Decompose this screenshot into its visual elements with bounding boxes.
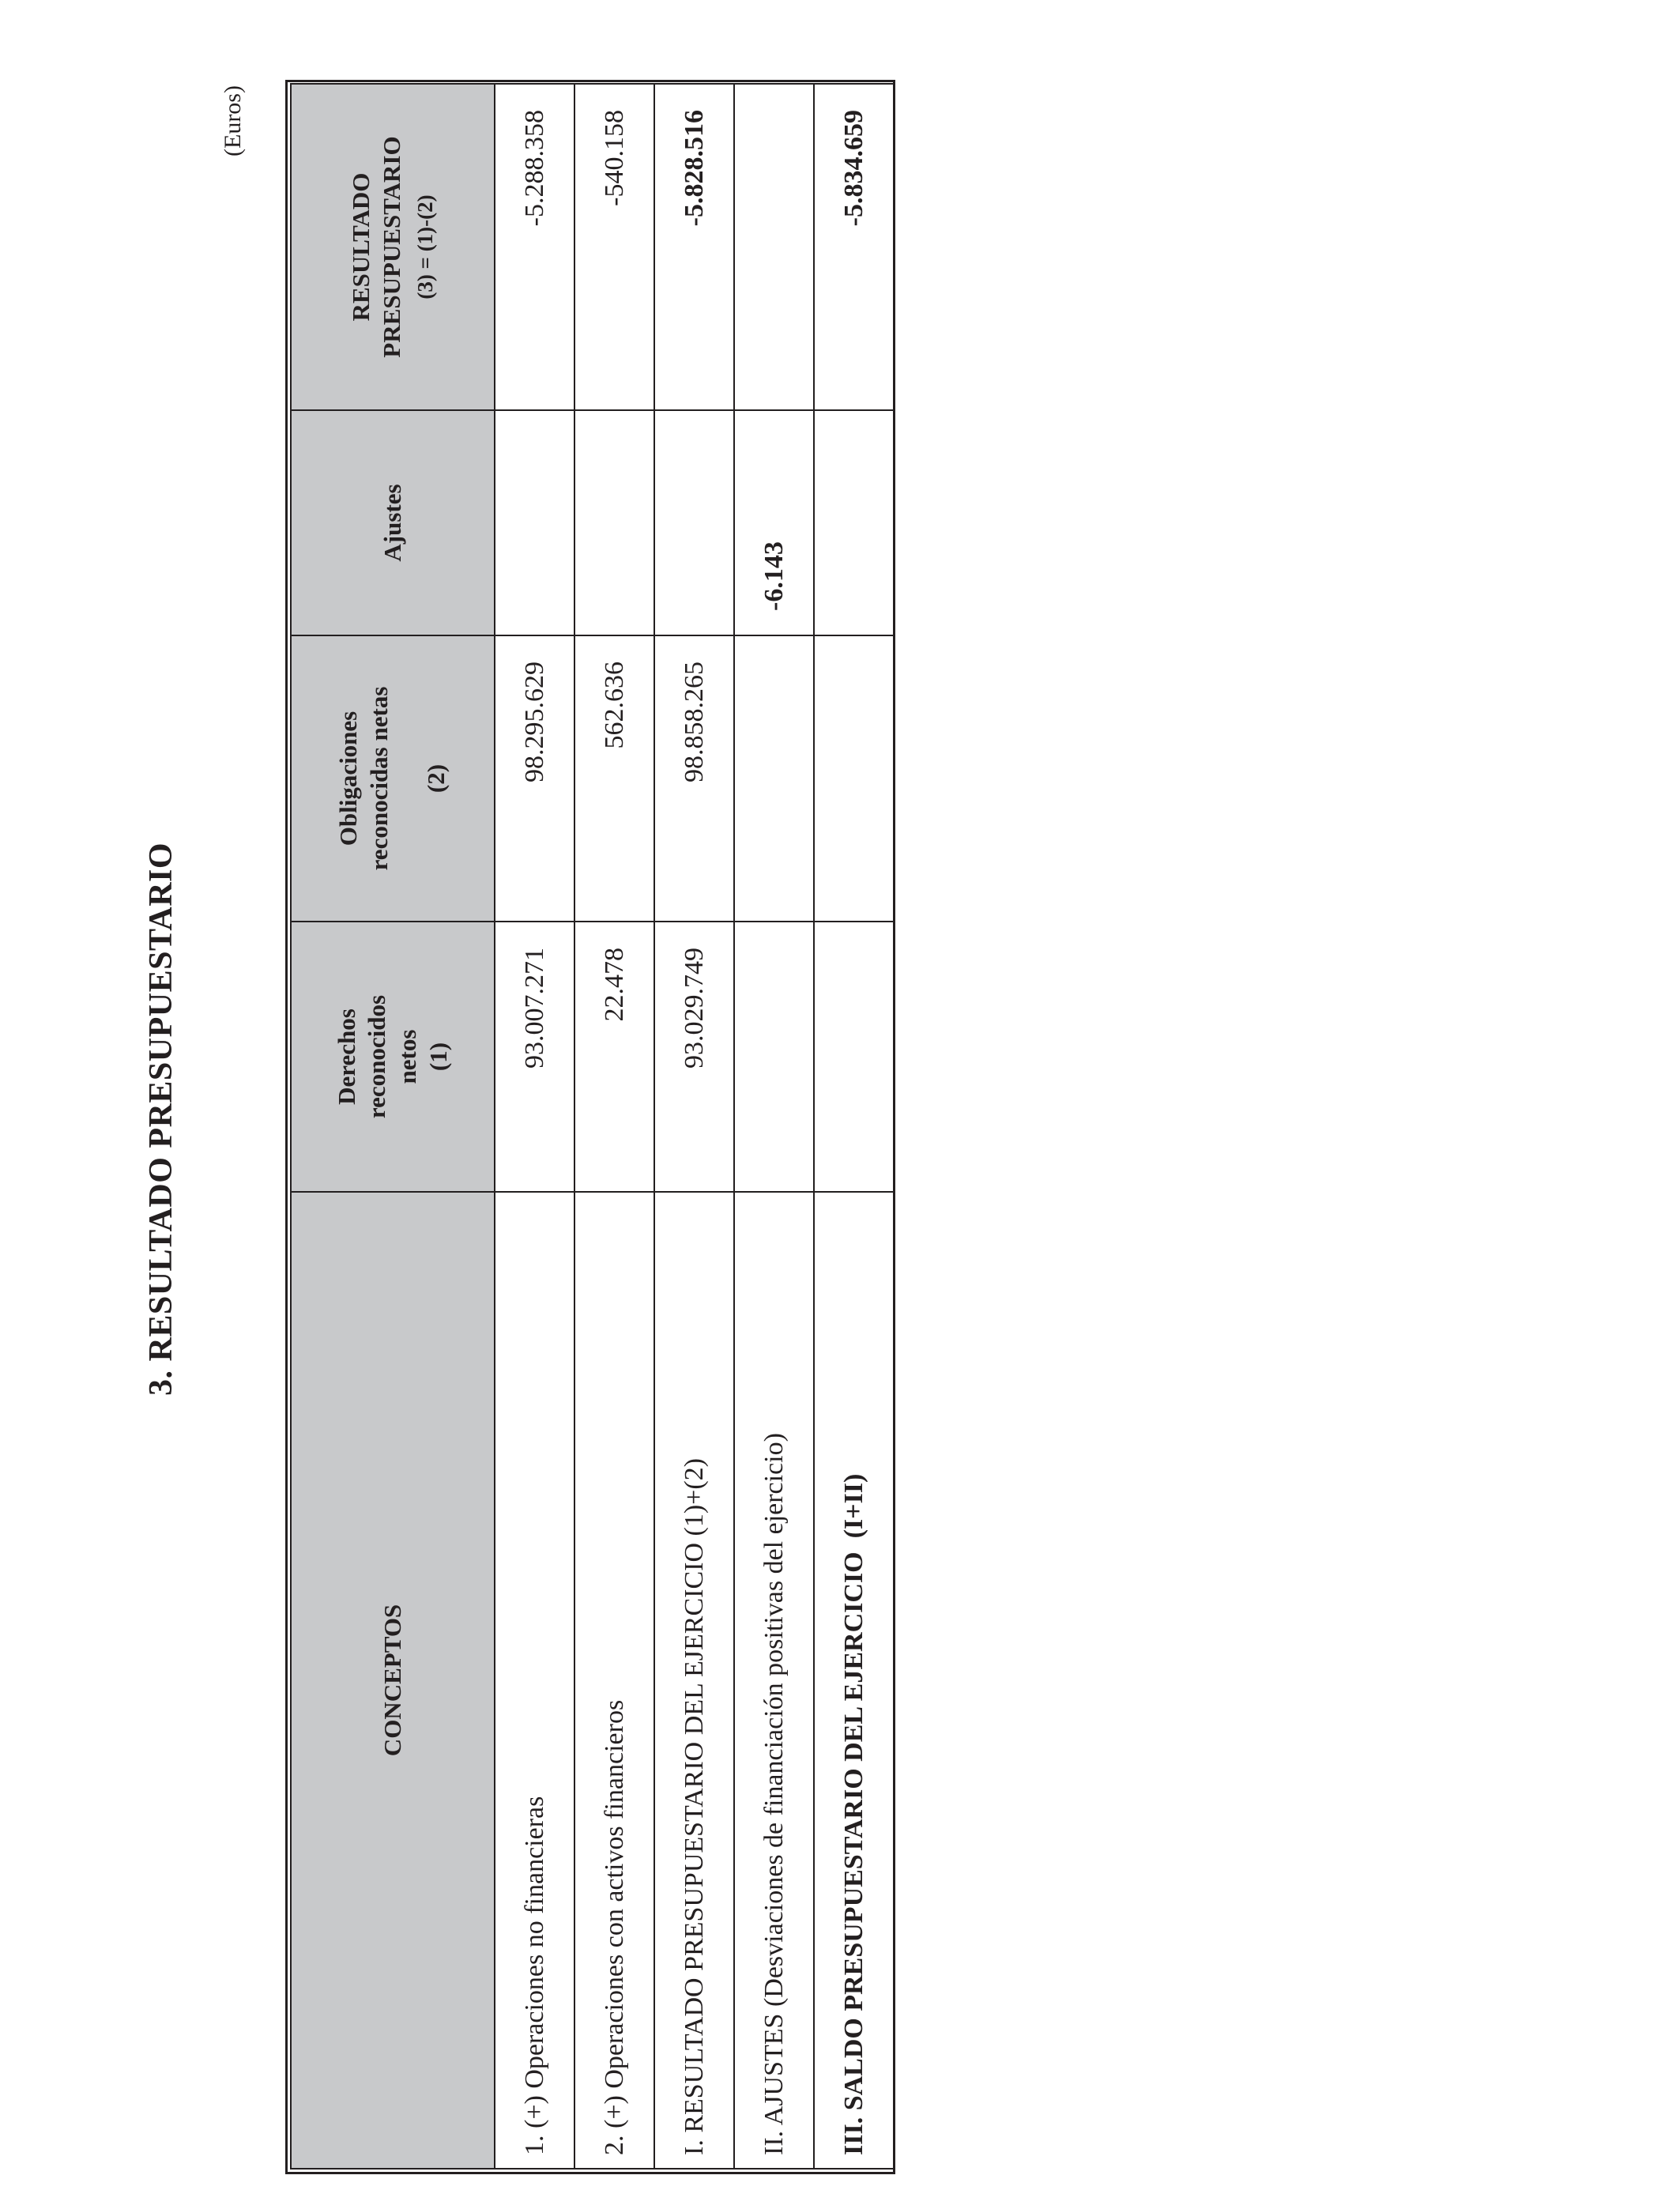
cell-derechos: [734, 922, 814, 1192]
cell-resultado: -5.828.516: [654, 84, 734, 410]
header-ajustes: Ajustes: [291, 410, 495, 635]
cell-ajustes: -6.143: [734, 410, 814, 635]
header-resultado-line-2: PRESUPUESTARIO: [378, 136, 406, 358]
budget-result-table-frame: [285, 80, 895, 2174]
cell-derechos: 22.478: [574, 922, 654, 1192]
cell-derechos: 93.029.749: [654, 922, 734, 1192]
cell-obligaciones: [814, 635, 894, 922]
cell-obligaciones: 98.295.629: [495, 635, 574, 922]
cell-concepto: II. AJUSTES (Desviaciones de financiación positivas del ejercicio): [734, 1192, 814, 2169]
table-row: [814, 84, 894, 2169]
header-obligaciones-line-3: (2): [422, 763, 450, 794]
page-title: 3. RESULTADO PRESUPUESTARIO: [143, 842, 179, 1396]
cell-resultado: -5.834.659: [814, 84, 894, 410]
cell-concepto: III. SALDO PRESUPUESTARIO DEL EJERCICIO (I+II): [814, 1192, 894, 2169]
cell-resultado: -5.288.358: [495, 84, 574, 410]
units-label: (Euros): [220, 85, 246, 156]
table-header-row: [291, 84, 495, 2169]
cell-obligaciones: [734, 635, 814, 922]
table-row: [574, 84, 654, 2169]
cell-ajustes: [495, 410, 574, 635]
header-obligaciones-line-1: Obligaciones: [333, 711, 362, 846]
header-resultado-line-3: (3) = (1)-(2): [412, 194, 437, 300]
header-obligaciones-line-2: reconocidas netas: [364, 686, 393, 871]
cell-derechos: [814, 922, 894, 1192]
cell-concepto: 1. (+) Operaciones no financieras: [495, 1192, 574, 2169]
table-row: [654, 84, 734, 2169]
table-row: [734, 84, 814, 2169]
cell-ajustes: [814, 410, 894, 635]
cell-derechos: 93.007.271: [495, 922, 574, 1192]
cell-resultado: -540.158: [574, 84, 654, 410]
header-resultado: [291, 84, 495, 410]
header-derechos-line-4: (1): [424, 1042, 452, 1072]
header-obligaciones: [291, 635, 495, 922]
cell-obligaciones: 562.636: [574, 635, 654, 922]
header-derechos-line-3: netos: [394, 1029, 421, 1084]
cell-resultado: [734, 84, 814, 410]
header-derechos-line-2: reconocidos: [363, 994, 391, 1119]
cell-ajustes: [654, 410, 734, 635]
cell-obligaciones: 98.858.265: [654, 635, 734, 922]
header-derechos: [291, 922, 495, 1192]
header-conceptos: CONCEPTOS: [291, 1192, 495, 2169]
cell-concepto: I. RESULTADO PRESUPUESTARIO DEL EJERCICIO (1)+(2): [654, 1192, 734, 2169]
cell-ajustes: [574, 410, 654, 635]
header-resultado-line-1: RESULTADO: [347, 172, 375, 322]
header-derechos-line-1: Derechos: [332, 1008, 360, 1105]
cell-concepto: 2. (+) Operaciones con activos financieros: [574, 1192, 654, 2169]
budget-result-table: [290, 83, 895, 2169]
table-row: [495, 84, 574, 2169]
